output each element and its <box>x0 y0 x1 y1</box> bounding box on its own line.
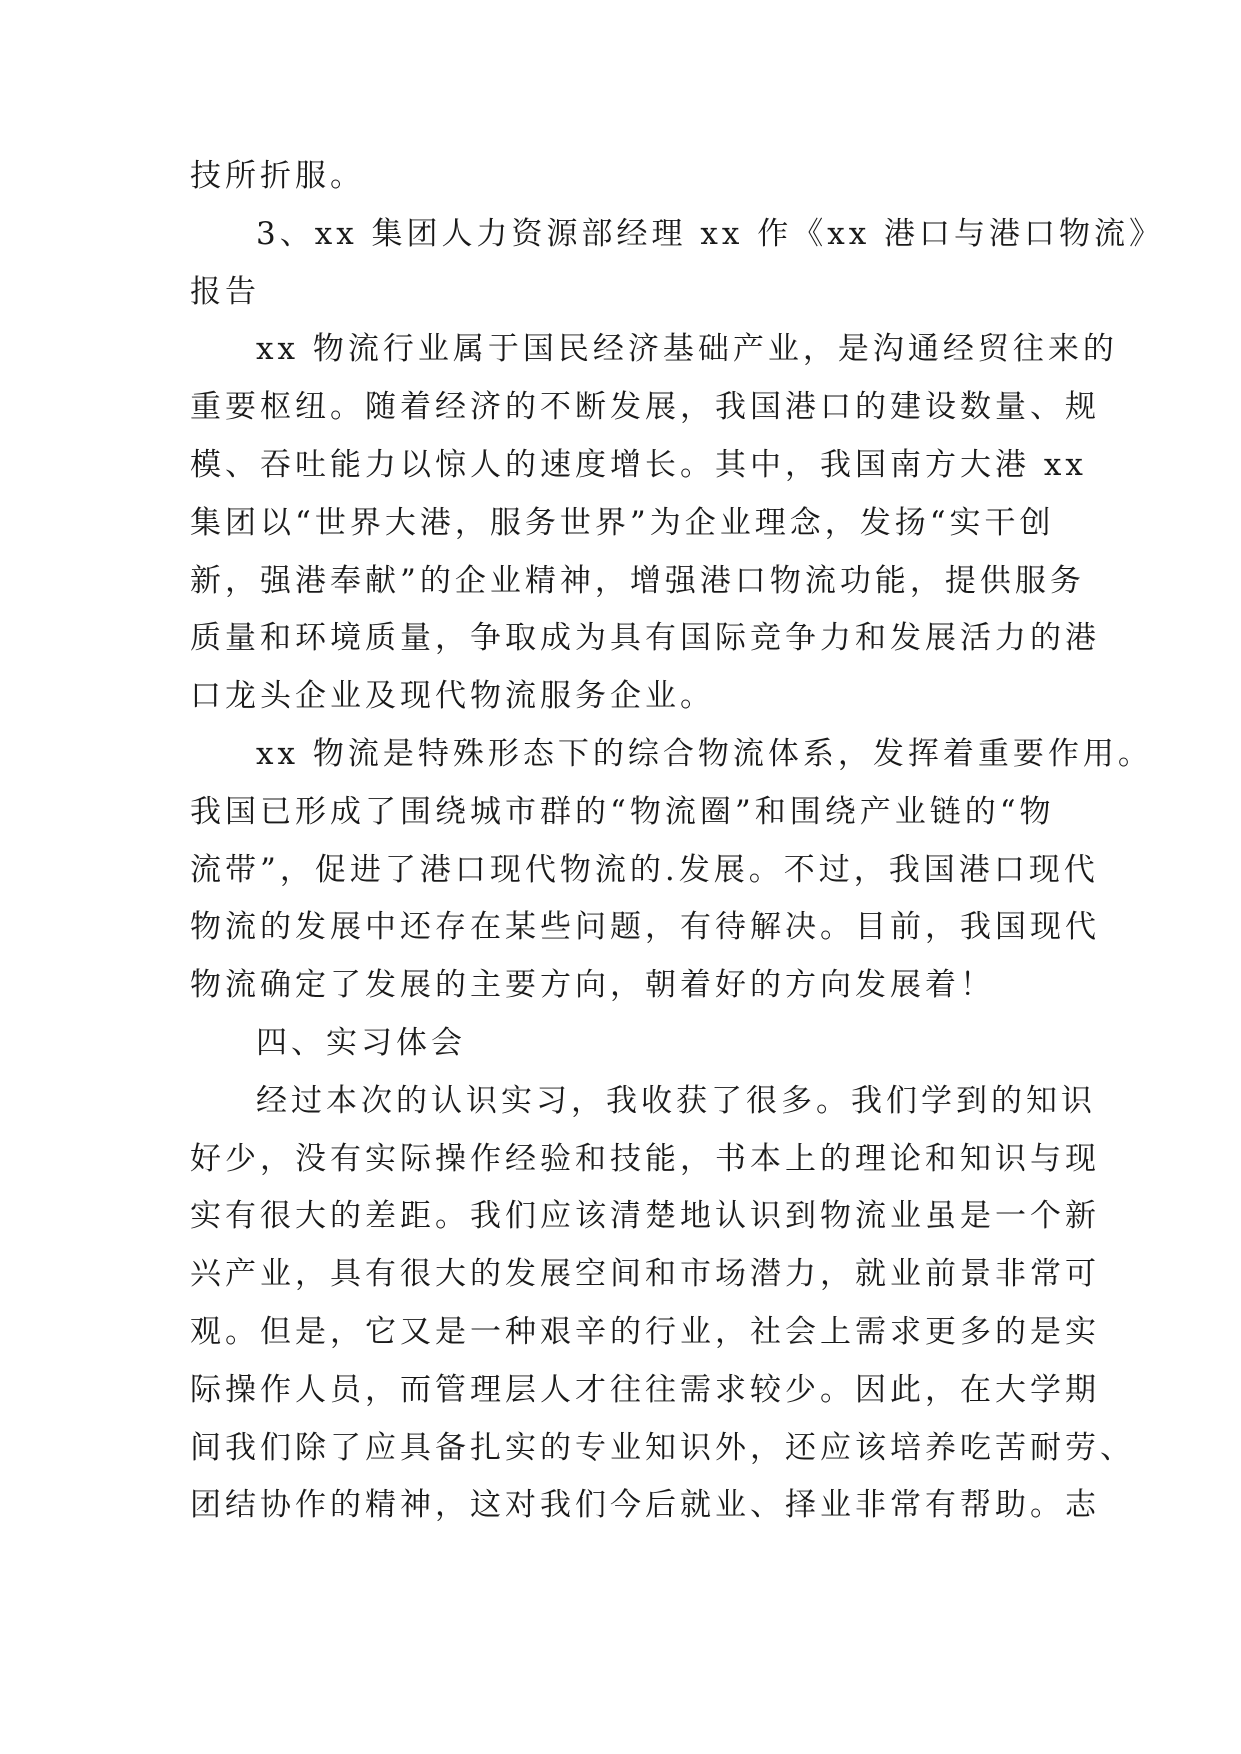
text-line: 口龙头企业及现代物流服务企业。 <box>190 678 715 715</box>
text-line: 技所折服。 <box>190 158 365 194</box>
text-line: 实有很大的差距。我们应该清楚地认识到物流业虽是一个新 <box>190 1198 1100 1235</box>
text-line: 观。但是，它又是一种艰辛的行业，社会上需求更多的是实 <box>190 1313 1100 1350</box>
text-line: 重要枢纽。随着经济的不断发展，我国港口的建设数量、规 <box>190 389 1100 426</box>
text-line: 质量和环境质量，争取成为具有国际竞争力和发展活力的港 <box>190 620 1100 657</box>
text-line: 流带”，促进了港口现代物流的.发展。不过，我国港口现代 <box>190 851 1099 888</box>
text-line: 物流确定了发展的主要方向，朝着好的方向发展着！ <box>190 967 995 1004</box>
text-line: 间我们除了应具备扎实的专业知识外，还应该培养吃苦耐劳、 <box>190 1429 1135 1466</box>
text-line: 新，强港奉献”的企业精神，增强港口物流功能，提供服务 <box>190 562 1085 599</box>
text-line: 物流的发展中还存在某些问题，有待解决。目前，我国现代 <box>190 909 1100 946</box>
paragraph-start: xx 物流是特殊形态下的综合物流体系，发挥着重要作用。 <box>256 735 1153 772</box>
paragraph-start: xx 物流行业属于国民经济基础产业，是沟通经贸往来的 <box>256 331 1118 368</box>
text-line: 报告 <box>190 273 260 310</box>
text-line: 好少，没有实际操作经验和技能，书本上的理论和知识与现 <box>190 1140 1100 1177</box>
text-line: 兴产业，具有很大的发展空间和市场潜力，就业前景非常可 <box>190 1256 1100 1293</box>
text-line: 模、吞吐能力以惊人的速度增长。其中，我国南方大港 xx <box>190 446 1087 483</box>
document-body <box>190 148 1165 1535</box>
text-line: 团结协作的精神，这对我们今后就业、择业非常有帮助。志 <box>190 1487 1100 1524</box>
list-item-report-3: 3、xx 集团人力资源部经理 xx 作《xx 港口与港口物流》 <box>256 215 1165 252</box>
text-line: 集团以“世界大港，服务世界”为企业理念，发扬“实干创 <box>190 504 1055 541</box>
text-line: 际操作人员，而管理层人才往往需求较少。因此，在大学期 <box>190 1371 1100 1408</box>
section-heading: 四、实习体会 <box>256 1024 466 1061</box>
paragraph-start: 经过本次的认识实习，我收获了很多。我们学到的知识 <box>256 1082 1096 1119</box>
text-line: 我国已形成了围绕城市群的“物流圈”和围绕产业链的“物 <box>190 793 1055 830</box>
